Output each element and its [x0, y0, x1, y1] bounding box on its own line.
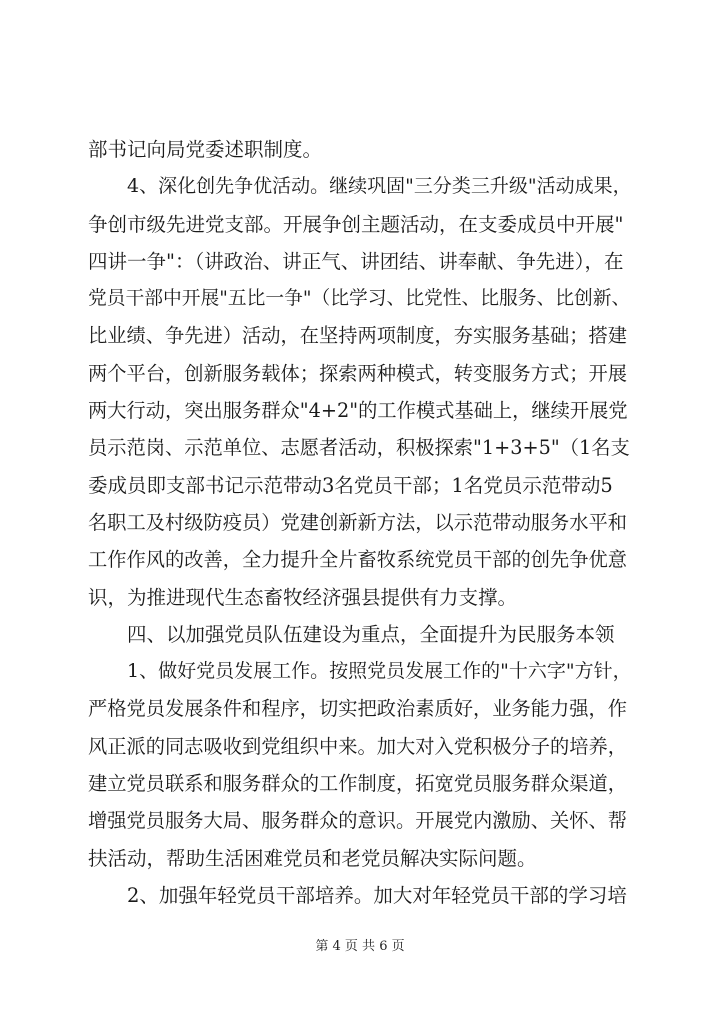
text-line: 增强党员服务大局、服务群众的意识。开展党内激励、关怀、帮	[88, 809, 627, 833]
text-line: 识，为推进现代生态畜牧经济强县提供有力支撑。	[88, 585, 518, 609]
text-line: 4、深化创先争优活动。继续巩固"三分类三升级"活动成果，	[127, 175, 632, 198]
text-line: 比业绩、争先进）活动，在坚持两项制度，夯实服务基础；搭建	[88, 324, 627, 348]
text-line: 两个平台，创新服务载体；探索两种模式，转变服务方式；开展	[88, 361, 627, 385]
text-line: 部书记向局党委述职制度。	[88, 138, 323, 161]
text-line: 委成员即支部书记示范带动3名党员干部；1名党员示范带动5	[88, 473, 613, 497]
text-line: 名职工及村级防疫员）党建创新新方法，以示范带动服务水平和	[88, 510, 627, 534]
text-line: 两大行动，突出服务群众"4+2"的工作模式基础上，继续开展党	[88, 399, 628, 423]
text-line: 2、加强年轻党员干部培养。加大对年轻党员干部的学习培	[127, 883, 627, 907]
page-number-footer: 第 4 页 共 6 页	[315, 939, 405, 954]
text-line: 建立党员联系和服务群众的工作制度，拓宽党员服务群众渠道，	[88, 772, 627, 796]
text-line: 工作作风的改善，全力提升全片畜牧系统党员干部的创先争优意	[88, 548, 627, 572]
text-line: 四讲一争"：（讲政治、讲正气、讲团结、讲奉献、争先进），在	[88, 249, 624, 273]
text-line: 扶活动，帮助生活困难党员和老党员解决实际问题。	[88, 846, 537, 870]
document-body	[88, 131, 633, 914]
text-line: 员示范岗、示范单位、志愿者活动，积极探索"1+3+5"（1名支	[88, 436, 630, 460]
text-line: 1、做好党员发展工作。按照党员发展工作的"十六字"方针，	[127, 660, 632, 683]
text-line: 党员干部中开展"五比一争"（比学习、比党性、比服务、比创新、	[88, 288, 631, 310]
text-line: 争创市级先进党支部。开展争创主题活动，在支委成员中开展"	[88, 212, 624, 236]
text-line: 风正派的同志吸收到党组织中来。加大对入党积极分子的培养，	[88, 734, 627, 758]
text-line: 严格党员发展条件和程序，切实把政治素质好，业务能力强，作	[88, 697, 627, 721]
section-heading: 四、以加强党员队伍建设为重点，全面提升为民服务本领	[127, 622, 615, 646]
